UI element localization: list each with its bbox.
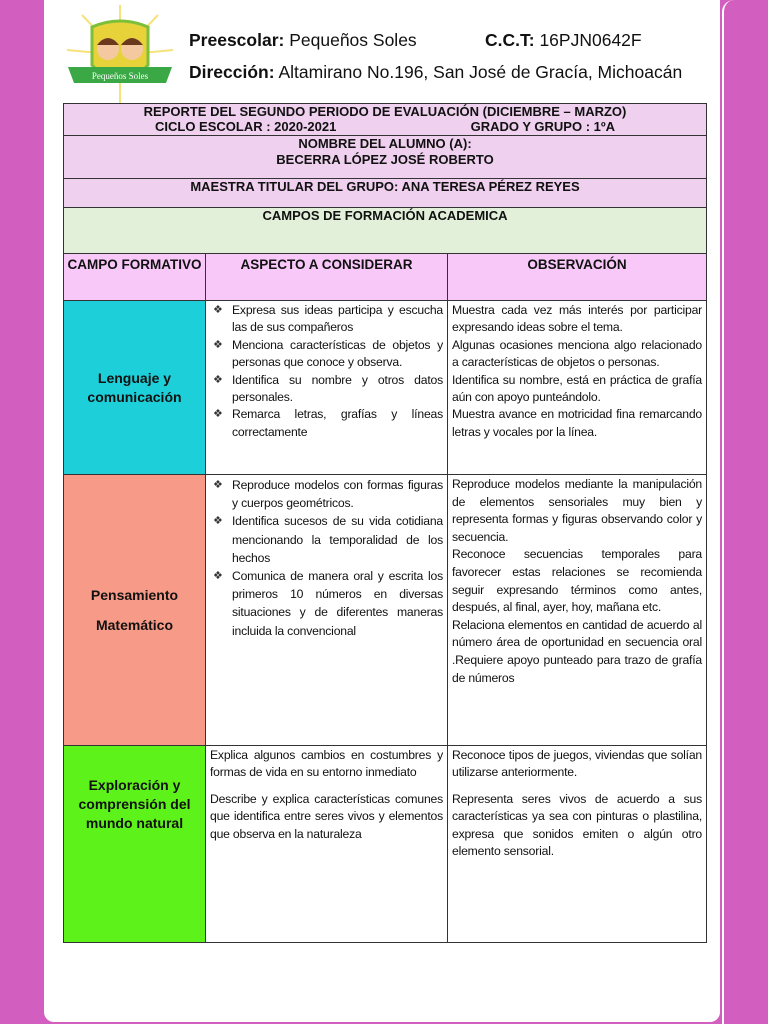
diamond-bullet-icon: ❖ [213,515,223,528]
student-name: BECERRA LÓPEZ JOSÉ ROBERTO [276,152,494,167]
direccion-label: Dirección: [189,62,275,82]
observaciones-cell [448,746,707,943]
student-name-label: NOMBRE DEL ALUMNO (A): [298,136,472,151]
list-item: ❖ Expresa sus ideas participa y escucha las de sus compañeros [213,303,443,335]
aspectos-cell [206,301,448,475]
teacher-row [64,179,707,208]
campo-pensamiento: Pensamiento Matemático [64,475,206,746]
column-header-observacion: OBSERVACIÓN [448,254,707,301]
observation: Muestra avance en motricidad fina remarcando letras y vocales por la línea. [452,407,703,439]
column-header-campo: CAMPO FORMATIVO [64,254,206,301]
list-item: ❖ Comunica de manera oral y escrita los primeros 10 números en diversas situaciones y de diferentes maneras incluida la convencional [213,569,443,638]
direccion-line [189,62,682,83]
campo-lenguaje: Lenguaje y comunicación [64,301,206,475]
title-row [64,104,707,136]
cct-label: C.C.T: [485,30,535,50]
preescolar-label: Preescolar: [189,30,285,50]
observation: Muestra cada vez más interés por participar expresando ideas sobre el tema. [452,303,703,335]
next-page-edge [722,0,768,1024]
diamond-bullet-icon: ❖ [213,408,223,421]
table-row [64,746,707,943]
observation: Representa seres vivos de acuerdo a sus características ya sea con pinturas o plastilina, expresa que sonidos emiten o algún otro elemento sensorial. [452,791,703,859]
svg-text:Pequeños Soles: Pequeños Soles [91,71,149,81]
diamond-bullet-icon: ❖ [213,570,223,583]
report-title: REPORTE DEL SEGUNDO PERIODO DE EVALUACIÓN (DICIEMBRE – MARZO) [143,104,627,119]
observation: Reconoce secuencias temporales para favorecer estas relaciones se recomienda seguir expresando términos como antes, después, al final, ayer, hoy, mañana etc. [452,547,703,615]
observation: Reproduce modelos mediante la manipulación de elementos sensoriales muy bien y representa formas y figuras observando color y secuencia. [452,477,703,544]
student-row [64,136,707,179]
section-row [64,208,707,254]
list-item: ❖ Identifica su nombre y otros datos personales. [213,372,443,405]
diamond-bullet-icon: ❖ [213,479,223,491]
column-header-row [64,254,707,301]
diamond-bullet-icon: ❖ [213,304,223,316]
list-item: ❖ Menciona características de objetos y personas que conoce y observa. [213,337,443,370]
section-title: CAMPOS DE FORMACIÓN ACADEMICA [64,208,707,254]
aspect: Explica algunos cambios en costumbres y formas de vida en su entorno inmediato [210,748,443,780]
cct-value: 16PJN0642F [539,30,642,50]
grado-grupo: GRADO Y GRUPO : 1ºA [470,119,616,134]
aspectos-cell [206,475,448,746]
table-row [64,301,707,475]
school-logo [62,5,178,105]
observaciones-cell [448,475,707,746]
preescolar-line [189,30,417,51]
table-row [64,475,707,746]
cct-line [485,30,642,51]
list-item: ❖ Reproduce modelos con formas figuras y cuerpos geométricos. [213,478,443,511]
aspect: Describe y explica características comunes que identifica entre seres vivos y elementos que observa en la naturaleza [210,791,443,841]
column-header-aspecto: ASPECTO A CONSIDERAR [206,254,448,301]
observation: Relaciona elementos en cantidad de acuerdo al número área de oportunidad en secuencia oral .Requiere apoyo punteado para trazo de grafía de números [452,617,703,685]
list-item: ❖ Remarca letras, grafías y líneas correctamente [213,407,443,439]
diamond-bullet-icon: ❖ [213,338,223,351]
diamond-bullet-icon: ❖ [213,373,223,386]
observation: Reconoce tipos de juegos, viviendas que solían utilizarse anteriormente. [452,748,703,780]
direccion-value: Altamirano No.196, San José de Gracía, Michoacán [278,62,683,82]
preescolar-value: Pequeños Soles [289,30,417,50]
teacher-name: MAESTRA TITULAR DEL GRUPO: ANA TERESA PÉREZ REYES [64,179,707,208]
ciclo-escolar: CICLO ESCOLAR : 2020-2021 [155,119,337,134]
observation: Identifica su nombre, está en práctica de grafía aún con apoyo punteándolo. [452,372,703,405]
observaciones-cell [448,301,707,475]
list-item: ❖ Identifica sucesos de su vida cotidiana mencionando la temporalidad de los hechos [213,514,443,565]
observation: Algunas ocasiones menciona algo relacionado a características de objetos o personas. [452,337,703,370]
evaluation-report-table [63,103,707,943]
campo-exploracion: Exploración y comprensión del mundo natural [64,746,206,943]
aspectos-cell [206,746,448,943]
